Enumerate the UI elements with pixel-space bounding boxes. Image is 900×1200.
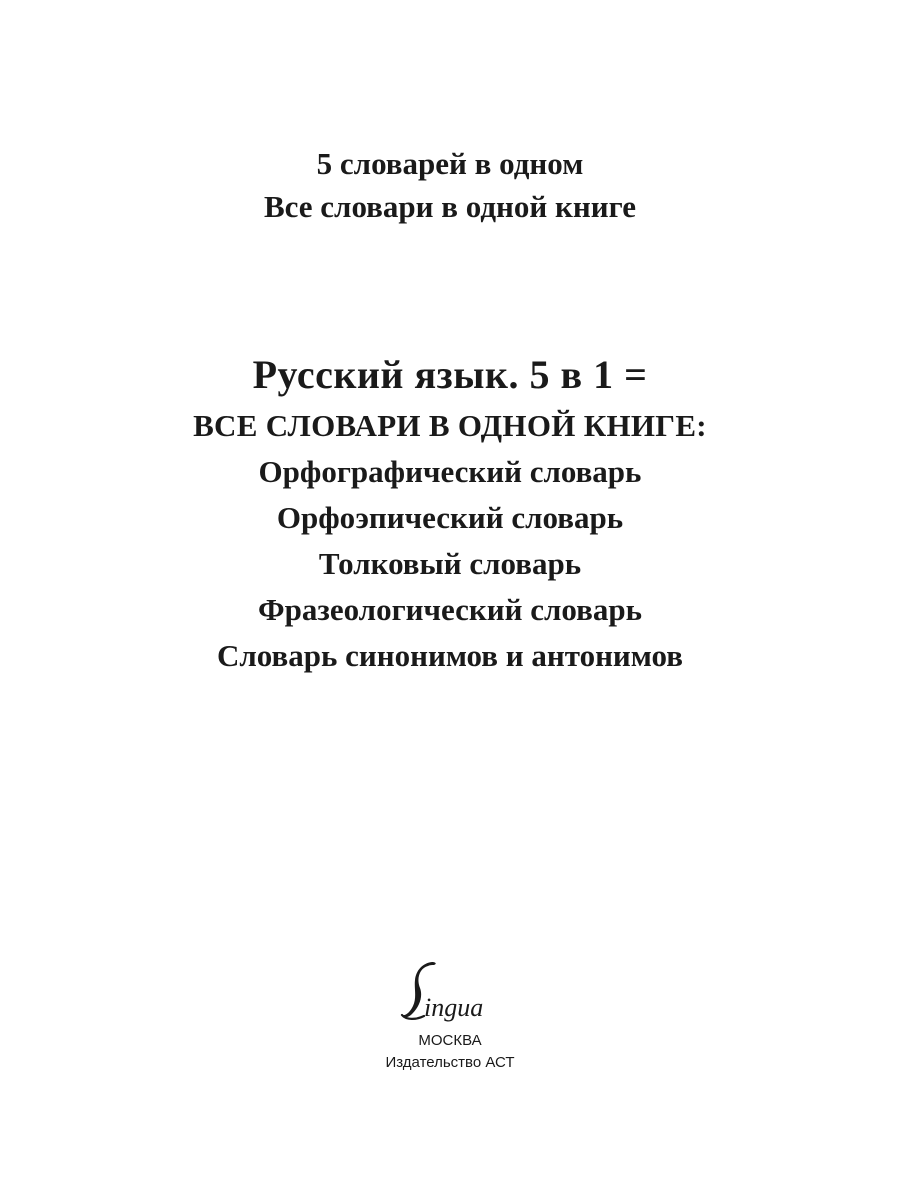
series-line-2: Все словари в одной книге	[263, 189, 637, 224]
dictionary-list	[0, 449, 900, 679]
dictionary-item: Толковый словарь	[318, 546, 582, 581]
logo-text: ingua	[424, 993, 484, 1022]
series-line-1: 5 словарей в одном	[316, 146, 584, 181]
book-subtitle: ВСЕ СЛОВАРИ В ОДНОЙ КНИГЕ:	[193, 408, 707, 443]
lingua-logo-icon	[390, 958, 510, 1030]
publisher-name: Издательство АСТ	[385, 1054, 515, 1071]
dictionary-item: Словарь синонимов и антонимов	[217, 638, 683, 673]
dictionary-item: Орфоэпический словарь	[276, 500, 624, 535]
publisher-imprint	[0, 958, 900, 1074]
book-title: Русский язык. 5 в 1 =	[252, 352, 648, 397]
dictionary-item: Орфографический словарь	[258, 454, 642, 489]
series-heading	[0, 142, 900, 228]
dictionary-item: Фразеологический словарь	[258, 592, 642, 627]
publisher-city: МОСКВА	[418, 1032, 482, 1049]
book-title-block	[0, 347, 900, 679]
